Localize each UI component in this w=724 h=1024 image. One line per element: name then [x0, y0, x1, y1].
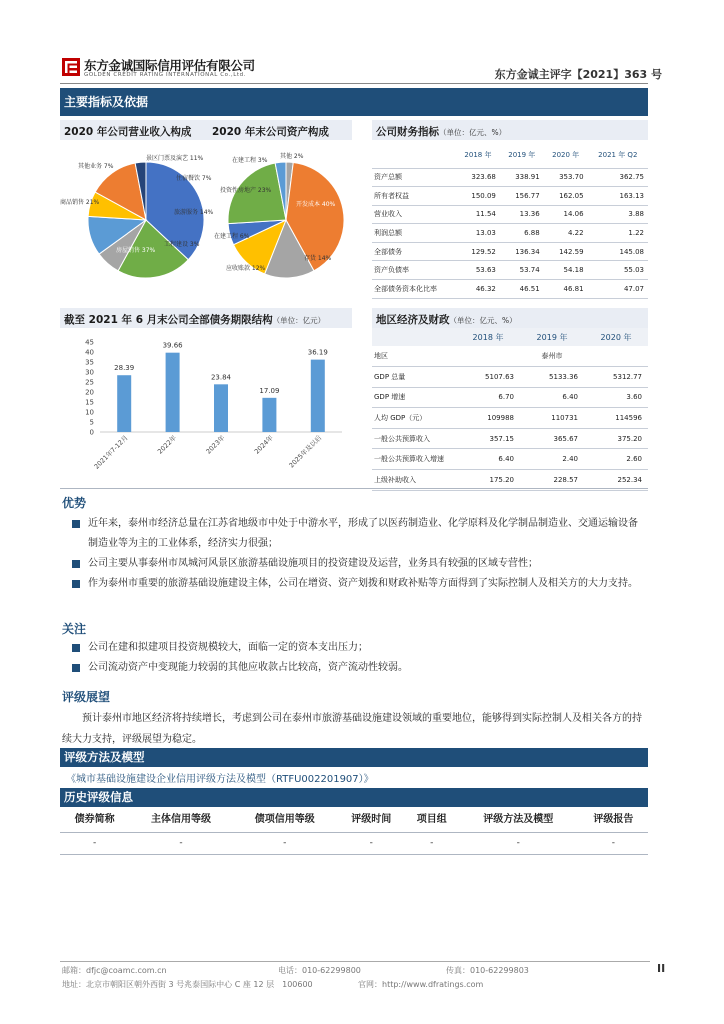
regional-col: 2020 年 [584, 328, 648, 346]
document-number: 东方金诚主评字【2021】363 号 [494, 68, 662, 81]
table-row: GDP 总量 5107.63 5133.36 5312.77 [372, 367, 648, 388]
asset-label-other: 其他 2% [280, 153, 304, 160]
debt-chart-title: 截至 2021 年 6 月末公司全部债务期限结构（单位：亿元） [64, 314, 326, 326]
bullet-square-icon [72, 560, 80, 568]
y-tick-label: 25 [85, 378, 94, 387]
revenue-label-goods: 商品销售 21% [60, 199, 100, 206]
asset-label-cip: 在建工程 6% [214, 233, 250, 240]
revenue-label-other: 其他业务 7% [78, 163, 114, 170]
section-bar-method: 评级方法及模型 [60, 748, 648, 767]
x-category-label: 2021年7-12月 [92, 433, 130, 471]
footer-address: 地址：北京市朝阳区朝外西街 3 号兆泰国际中心 C 座 12 层 100600 [62, 980, 313, 989]
y-tick-label: 0 [89, 428, 94, 437]
revenue-label-construction: 工程建设 3% [164, 241, 200, 248]
table-row: 人均 GDP（元） 109988 110731 114596 [372, 408, 648, 429]
bar-value-label: 39.66 [162, 341, 183, 350]
table-row: 上级补助收入 175.20 228.57 252.34 [372, 470, 648, 491]
table-row: 资产总额 323.68 338.91 353.70 362.75 [372, 168, 648, 187]
footer-phone: 电话：010-62299800 [278, 966, 361, 975]
bar-value-label: 36.19 [307, 348, 328, 357]
bar-value-label: 28.39 [114, 364, 135, 373]
y-tick-label: 10 [85, 408, 94, 417]
revenue-pie-chart [60, 142, 214, 302]
bar-value-label: 23.84 [210, 373, 232, 382]
advantage-item: 公司主要从事泰州市凤城河风景区旅游基础设施项目的投资建设及运营，业务具有较强的区域专营性； [72, 554, 642, 574]
regional-col: 2018 年 [456, 328, 520, 346]
advantage-item: 近年来，泰州市经济总量在江苏省地级市中处于中游水平，形成了以医药制造业、化学原料及化学制品制造业、交通运输设备制造业等为主的工业体系，经济实力很强； [72, 514, 642, 554]
concern-item: 公司流动资产中变现能力较弱的其他应收款占比较高，资产流动性较弱。 [72, 658, 642, 678]
asset-label-cip-top: 在建工程 3% [232, 157, 268, 164]
footer-fax: 传真：010-62299803 [446, 966, 529, 975]
y-tick-label: 5 [89, 418, 94, 427]
bullet-square-icon [72, 664, 80, 672]
debt-bar [166, 353, 180, 432]
table-row: 一般公共预算收入 357.15 365.67 375.20 [372, 428, 648, 449]
financials-unit: （单位：亿元、%） [439, 128, 507, 137]
y-tick-label: 35 [85, 358, 94, 367]
table-row: 营业收入 11.54 13.36 14.06 3.88 [372, 205, 648, 224]
section-bar-main: 主要指标及依据 [60, 88, 648, 116]
bullet-square-icon [72, 520, 80, 528]
company-name-en: GOLDEN CREDIT RATING INTERNATIONAL Co.,Ltd. [84, 72, 247, 78]
table-row: 资产负债率 53.63 53.74 54.18 55.03 [372, 261, 648, 280]
financials-col: 2021 年 Q2 [588, 142, 648, 168]
regional-title: 地区经济及财政（单位：亿元、%） [376, 314, 517, 326]
financials-header-row [372, 142, 648, 168]
revenue-label-tourism: 旅游服务 14% [174, 209, 214, 216]
method-link[interactable]: 《城市基础设施建设企业信用评级方法及模型（RTFU002201907）》 [66, 774, 374, 785]
regional-header-row [372, 328, 648, 346]
footer-rule [60, 961, 650, 962]
financials-col: 2019 年 [500, 142, 544, 168]
asset-label-investment: 投资性房地产 23% [220, 187, 272, 194]
debt-bar [117, 375, 131, 432]
financials-col: 2020 年 [544, 142, 588, 168]
section-bar-history: 历史评级信息 [60, 788, 648, 807]
outlook-text: 预计泰州市地区经济将持续增长，考虑到公司在泰州市旅游基础设施建设领域的重要地位，能够得到实际控制人及相关各方的持续大力支持，评级展望为稳定。 [62, 713, 642, 745]
table-row: 全部债务资本化比率 46.32 46.51 46.81 47.07 [372, 280, 648, 299]
x-category-label: 2023年 [204, 433, 227, 456]
history-header-row: 债券简称 主体信用等级 债项信用等级 评级时间 项目组 评级方法及模型 评级报告 [74, 814, 634, 826]
concern-item: 公司在建和拟建项目投资规模较大，面临一定的资本支出压力； [72, 638, 642, 658]
bullet-square-icon [72, 580, 80, 588]
table-row: 全部债务 129.52 136.34 142.59 145.08 [372, 242, 648, 261]
asset-label-dev-cost: 开发成本 40% [296, 201, 336, 208]
asset-pie-chart [206, 142, 352, 302]
footer-email: 邮箱：dfjc@coamc.com.cn [62, 966, 167, 975]
regional-col: 2019 年 [520, 328, 584, 346]
table-row: GDP 增速 6.70 6.40 3.60 [372, 387, 648, 408]
x-category-label: 2024年 [252, 433, 275, 456]
x-category-label: 2022年 [156, 433, 179, 456]
region-name: 泰州市 [456, 346, 648, 367]
y-tick-label: 20 [85, 388, 94, 397]
table-row: 地区 泰州市 [372, 346, 648, 367]
financials-col: 2018 年 [456, 142, 500, 168]
table-row: 利润总额 13.03 6.88 4.22 1.22 [372, 224, 648, 243]
revenue-label-hotel: 住宿餐饮 7% [176, 175, 212, 182]
y-tick-label: 15 [85, 398, 94, 407]
x-category-label: 2025年及以后 [287, 433, 324, 470]
table-row: 一般公共预算收入增速 6.40 2.40 2.60 [372, 449, 648, 470]
advantage-item: 作为泰州市重要的旅游基础设施建设主体，公司在增资、资产划拨和财政补贴等方面得到了实际控制人及相关方的大力支持。 [72, 574, 642, 594]
bar-value-label: 17.09 [259, 386, 280, 395]
debt-bar [262, 398, 276, 432]
financials-table [372, 142, 648, 299]
page-number: II [657, 962, 666, 975]
revenue-label-housing: 房屋销售 37% [116, 247, 156, 254]
asset-label-receivable: 应收账款 12% [226, 265, 266, 272]
regional-unit: （单位：亿元、%） [449, 316, 517, 325]
y-tick-label: 40 [85, 348, 94, 357]
y-tick-label: 45 [85, 338, 94, 347]
asset-label-inventory: 存货 14% [304, 255, 332, 262]
debt-bar [214, 384, 228, 432]
revenue-pie-title: 2020 年公司营业收入构成 [64, 126, 192, 138]
section-divider [60, 488, 648, 489]
revenue-label-scenic: 景区门票及演艺 11% [146, 155, 204, 162]
financials-title: 公司财务指标（单位：亿元、%） [376, 126, 507, 138]
asset-pie-title: 2020 年末公司资产构成 [212, 126, 329, 138]
advantages-title: 优势 [62, 496, 87, 510]
company-logo [62, 58, 80, 76]
y-tick-label: 30 [85, 368, 94, 377]
company-name-cn: 东方金诚国际信用评估有限公司 [84, 58, 255, 73]
outlook-title: 评级展望 [62, 690, 111, 704]
bullet-square-icon [72, 644, 80, 652]
concerns-title: 关注 [62, 622, 87, 636]
regional-table [372, 328, 648, 491]
debt-chart-unit: （单位：亿元） [272, 316, 326, 325]
footer-website[interactable]: 官网：http://www.dfratings.com [358, 980, 484, 989]
debt-bar [311, 360, 325, 432]
header-rule [60, 83, 648, 84]
history-table [60, 804, 648, 855]
table-row: 所有者权益 150.09 156.77 162.05 163.13 [372, 187, 648, 206]
debt-bar-chart [60, 330, 352, 490]
table-row: - - - - - - - [60, 832, 648, 854]
